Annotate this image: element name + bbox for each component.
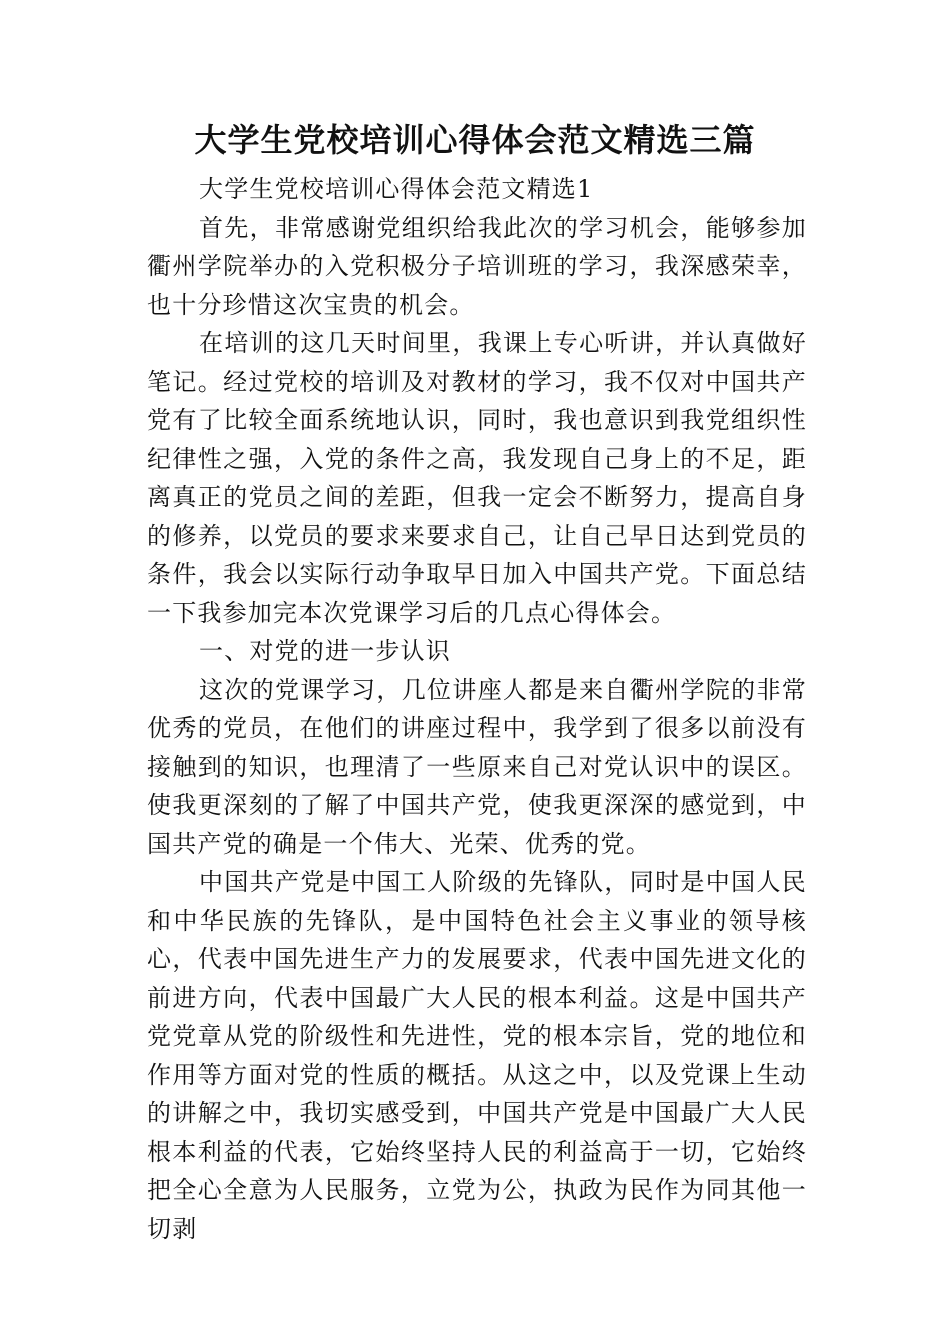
section-heading: 一、对党的进一步认识 <box>199 637 451 665</box>
paragraph: 中国共产党是中国工人阶级的先锋队，同时是中国人民和中华民族的先锋队，是中国特色社会主义事业的领导核心，代表中国先进生产力的发展要求，代表中国先进文化的前进方向，代表中国最广大人民的根本利益。这是中国共产党党章从党的阶级性和先进性，党的根本宗旨，党的地位和作用等方面对党的性质的概括。从这之中，以及党课上生动的讲解之中，我切实感受到，中国共产党是中国最广大人民根本利益的代表，它始终坚持人民的利益高于一切，它始终把全心全意为人民服务，立党为公，执政为民作为同其他一切剥 <box>147 868 807 1243</box>
document-title: 大学生党校培训心得体会范文精选三篇 <box>194 121 756 159</box>
paragraph: 这次的党课学习，几位讲座人都是来自衢州学院的非常优秀的党员，在他们的讲座过程中，我学到了很多以前没有接触到的知识，也理清了一些原来自己对党认识中的误区。使我更深刻的了解了中国共产党，使我更深深的感觉到，中国共产党的确是一个伟大、光荣、优秀的党。 <box>147 675 807 858</box>
paragraph: 在培训的这几天时间里，我课上专心听讲，并认真做好笔记。经过党校的培训及对教材的学习，我不仅对中国共产党有了比较全面系统地认识，同时，我也意识到我党组织性纪律性之强，入党的条件之高，我发现自己身上的不足，距离真正的党员之间的差距，但我一定会不断努力，提高自身的修养，以党员的要求来要求自己，让自己早日达到党员的条件，我会以实际行动争取早日加入中国共产党。下面总结一下我参加完本次党课学习后的几点心得体会。 <box>147 329 807 627</box>
paragraph: 首先，非常感谢党组织给我此次的学习机会，能够参加衢州学院举办的入党积极分子培训班的学习，我深感荣幸，也十分珍惜这次宝贵的机会。 <box>147 213 807 319</box>
document-body <box>147 170 807 1248</box>
paragraph-subtitle: 大学生党校培训心得体会范文精选1 <box>199 175 594 203</box>
